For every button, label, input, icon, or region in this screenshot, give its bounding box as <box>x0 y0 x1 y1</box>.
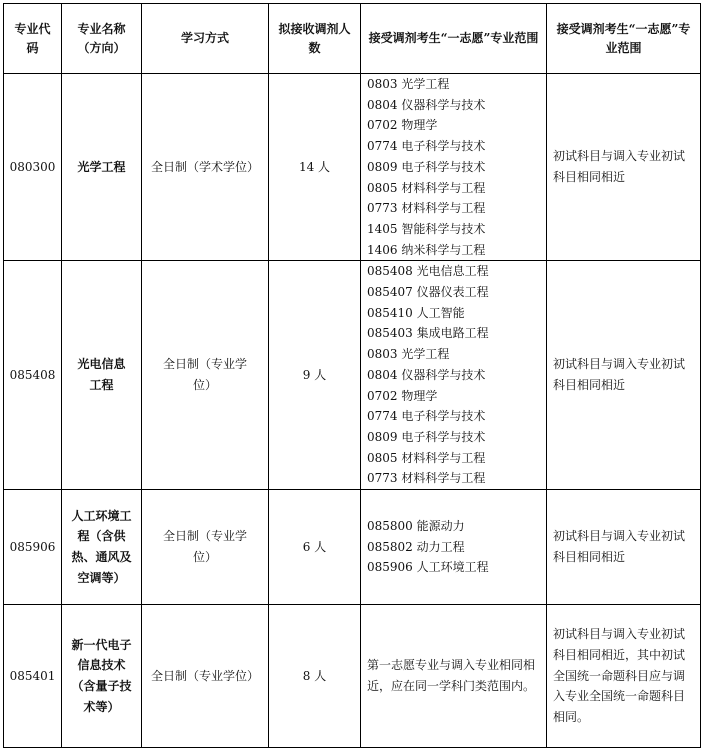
row-subjects: 初试科目与调入专业初试科目相同相近，其中初试全国统一命题科目应与调入专业全国统一命题科目相同。 <box>547 605 701 748</box>
scope-item: 1406 纳米科学与工程 <box>367 242 486 257</box>
scope-item: 0774 电子科学与技术 <box>367 409 486 424</box>
scope-item: 085906 人工环境工程 <box>367 560 489 575</box>
header-scope: 接受调剂考生“一志愿”专业范围 <box>361 4 547 74</box>
row-code: 080300 <box>4 74 62 261</box>
table-header-row <box>4 4 701 74</box>
row-code: 085401 <box>4 605 62 748</box>
scope-item: 085407 仪器仪表工程 <box>367 285 489 300</box>
header-count: 拟接收调剂人数 <box>269 4 361 74</box>
row-mode: 全日制（专业学位） <box>142 605 269 748</box>
row-mode: 全日制（学术学位） <box>142 74 269 261</box>
scope-item: 085403 集成电路工程 <box>367 326 489 341</box>
scope-item: 0803 光学工程 <box>367 347 450 362</box>
scope-item: 0702 物理学 <box>367 118 438 133</box>
row-name: 人工环境工程（含供热、通风及空调等） <box>62 490 142 605</box>
scope-item: 0774 电子科学与技术 <box>367 139 486 154</box>
scope-item: 085410 人工智能 <box>367 305 465 320</box>
scope-item: 0805 材料科学与工程 <box>367 180 486 195</box>
row-count: 6 人 <box>269 490 361 605</box>
scope-item: 085800 能源动力 <box>367 519 465 533</box>
scope-item: 1405 智能科学与技术 <box>367 221 486 236</box>
row-scope <box>361 261 547 490</box>
row-scope: 第一志愿专业与调入专业相同相近，应在同一学科门类范围内。 <box>361 605 547 748</box>
scope-item: 0773 材料科学与工程 <box>367 471 486 486</box>
row-subjects: 初试科目与调入专业初试科目相同相近 <box>547 74 701 261</box>
row-count: 8 人 <box>269 605 361 748</box>
row-name: 新一代电子信息技术（含量子技术等） <box>62 605 142 748</box>
row-mode: 全日制（专业学位） <box>142 261 269 490</box>
table-row <box>4 490 701 605</box>
header-subjects: 接受调剂考生“一志愿”专业范围 <box>547 4 701 74</box>
row-name: 光学工程 <box>62 74 142 261</box>
scope-item: 0804 仪器科学与技术 <box>367 367 486 382</box>
row-count: 14 人 <box>269 74 361 261</box>
row-subjects: 初试科目与调入专业初试科目相同相近 <box>547 490 701 605</box>
scope-item: 085408 光电信息工程 <box>367 264 489 279</box>
header-mode: 学习方式 <box>142 4 269 74</box>
header-code: 专业代码 <box>4 4 62 74</box>
scope-item: 0702 物理学 <box>367 388 438 403</box>
table-row <box>4 74 701 261</box>
table-row <box>4 605 701 748</box>
scope-item: 0809 电子科学与技术 <box>367 159 486 174</box>
row-name: 光电信息工程 <box>62 261 142 490</box>
header-name: 专业名称（方向） <box>62 4 142 74</box>
scope-item: 0804 仪器科学与技术 <box>367 97 486 112</box>
table-row <box>4 261 701 490</box>
row-scope <box>361 490 547 605</box>
row-code: 085906 <box>4 490 62 605</box>
scope-item: 0803 光学工程 <box>367 77 450 91</box>
row-subjects: 初试科目与调入专业初试科目相同相近 <box>547 261 701 490</box>
row-mode: 全日制（专业学位） <box>142 490 269 605</box>
row-count: 9 人 <box>269 261 361 490</box>
scope-item: 085802 动力工程 <box>367 539 465 554</box>
adjustment-table <box>3 3 701 748</box>
scope-item: 0805 材料科学与工程 <box>367 450 486 465</box>
row-scope <box>361 74 547 261</box>
scope-item: 0773 材料科学与工程 <box>367 201 486 216</box>
row-code: 085408 <box>4 261 62 490</box>
scope-item: 0809 电子科学与技术 <box>367 429 486 444</box>
